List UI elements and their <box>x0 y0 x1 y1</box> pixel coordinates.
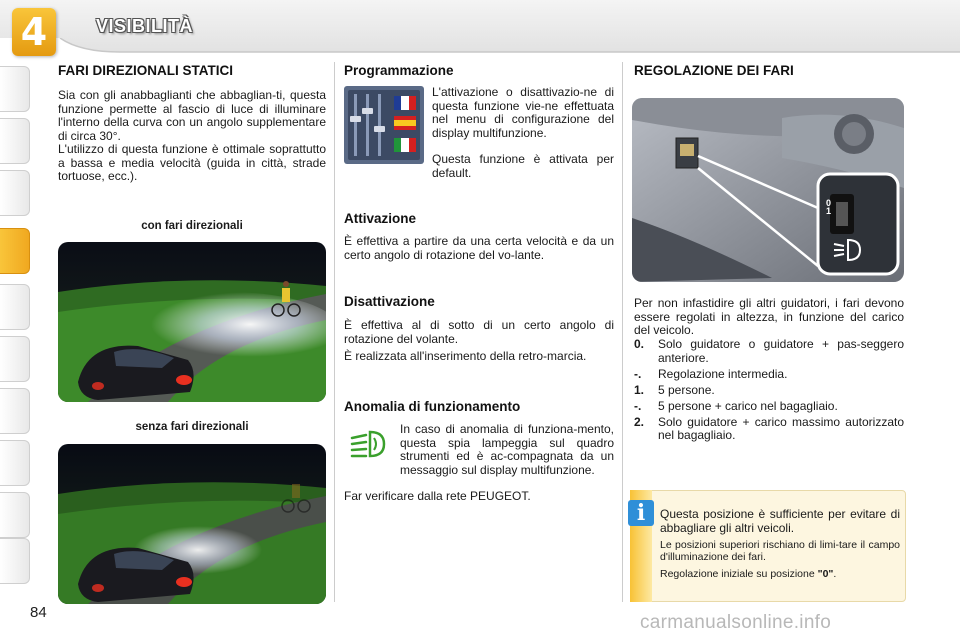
section-title-deactivation: Disattivazione <box>344 294 435 309</box>
chapter-tab-1[interactable] <box>0 66 30 112</box>
activation-para: È effettiva a partire da una certa velocità e da un certo angolo di rotazione del vo-lante. <box>344 234 614 262</box>
list-item-text: 5 persone. <box>658 382 715 397</box>
column-divider-left <box>334 62 335 602</box>
chapter-tab-2[interactable] <box>0 118 30 164</box>
list-item <box>634 416 904 443</box>
section-title-activation: Attivazione <box>344 211 417 226</box>
list-item <box>634 338 904 365</box>
chapter-tab-3[interactable] <box>0 170 30 216</box>
list-item-number: 2. <box>634 414 645 429</box>
list-item-number: -. <box>634 366 642 381</box>
chapter-number: 4 <box>12 8 56 56</box>
list-item-text: Solo guidatore + carico massimo autorizzato nel bagagliaio. <box>658 414 904 442</box>
header-wave <box>0 38 960 60</box>
info-line3-suffix: . <box>833 568 837 580</box>
watermark: carmanualsonline.info <box>640 612 832 633</box>
info-line1: Questa posizione è sufficiente per evitare di abbagliare gli altri veicoli. <box>660 507 900 535</box>
list-item <box>634 384 904 398</box>
chapter-tab-6[interactable] <box>0 336 30 382</box>
info-line3-value: "0" <box>817 568 834 580</box>
page-title: VISIBILITÀ <box>96 16 194 36</box>
display-config-image <box>344 86 424 164</box>
chapter-tab-5[interactable] <box>0 284 30 330</box>
dashboard-adjustment-photo <box>632 98 904 282</box>
chapter-tab-8[interactable] <box>0 440 30 486</box>
list-item-number: 1. <box>634 382 645 397</box>
info-line3 <box>660 568 900 580</box>
photo-without-cornering-lights <box>58 444 326 604</box>
list-item-text: Solo guidatore o guidatore + pas-seggero anteriore. <box>658 337 904 365</box>
malfunction-para2: Far verificare dalla rete PEUGEOT. <box>344 489 531 503</box>
caption-without-cornering: senza fari direzionali <box>135 421 249 433</box>
section-title-static-cornering: FARI DIREZIONALI STATICI <box>58 63 233 78</box>
section-title-programming: Programmazione <box>344 63 454 78</box>
info-icon: i <box>628 500 654 526</box>
static-cornering-para2: L'utilizzo di questa funzione è ottimale soprattutto a bassa e media velocità (guida in città, strade tortuose, ecc.). <box>58 142 326 183</box>
chapter-tab-10[interactable] <box>0 538 30 584</box>
adjustment-positions-list <box>634 338 904 445</box>
programming-para1: L'attivazione o disattivazio-ne di questa funzione vie-ne effettuata nel menu di configurazione del display multifunzione. <box>432 85 614 140</box>
section-title-headlamp-adjustment: REGOLAZIONE DEI FARI <box>634 63 794 78</box>
chapter-tab-4-active[interactable] <box>0 228 30 274</box>
adjustment-intro: Per non infastidire gli altri guidatori, i fari devono essere regolati in altezza, in funzione del carico del veicolo. <box>634 296 904 337</box>
list-item-text: 5 persone + carico nel bagagliaio. <box>658 398 838 413</box>
info-line2: Le posizioni superiori rischiano di limi-tare il campo d'illuminazione dei fari. <box>660 539 900 563</box>
page-number: 84 <box>30 604 47 621</box>
chapter-tab-9[interactable] <box>0 492 30 538</box>
list-item <box>634 400 904 414</box>
deactivation-para2: È realizzata all'inserimento della retro-marcia. <box>344 349 587 363</box>
column-divider-right <box>622 62 623 602</box>
section-title-malfunction: Anomalia di funzionamento <box>344 399 521 414</box>
list-item-number: 0. <box>634 337 645 351</box>
photo-with-cornering-lights <box>58 242 326 402</box>
programming-para2: Questa funzione è attivata per default. <box>432 152 614 180</box>
svg-text:0: 0 <box>826 198 832 208</box>
static-cornering-para1: Sia con gli anabbaglianti che abbaglian-ti, questa funzione permette al fascio di luce di illuminare l'interno della curva con un angolo supplementare di circa 30°. <box>58 88 326 143</box>
list-item-number: -. <box>634 398 642 413</box>
svg-text:1: 1 <box>826 206 832 216</box>
chapter-tab-7[interactable] <box>0 388 30 434</box>
cornering-light-warning-icon <box>348 428 388 460</box>
list-item <box>634 368 904 382</box>
list-item-text: Regolazione intermedia. <box>658 366 788 381</box>
info-line3-prefix: Regolazione iniziale su posizione <box>660 568 818 580</box>
deactivation-para1: È effettiva al di sotto di un certo angolo di rotazione del volante. <box>344 318 614 346</box>
malfunction-para1: In caso di anomalia di funziona-mento, questa spia lampeggia sul quadro strumenti ed è ac-compagnata da un messaggio sul display multifunzione. <box>400 422 614 477</box>
caption-with-cornering: con fari direzionali <box>141 220 243 232</box>
